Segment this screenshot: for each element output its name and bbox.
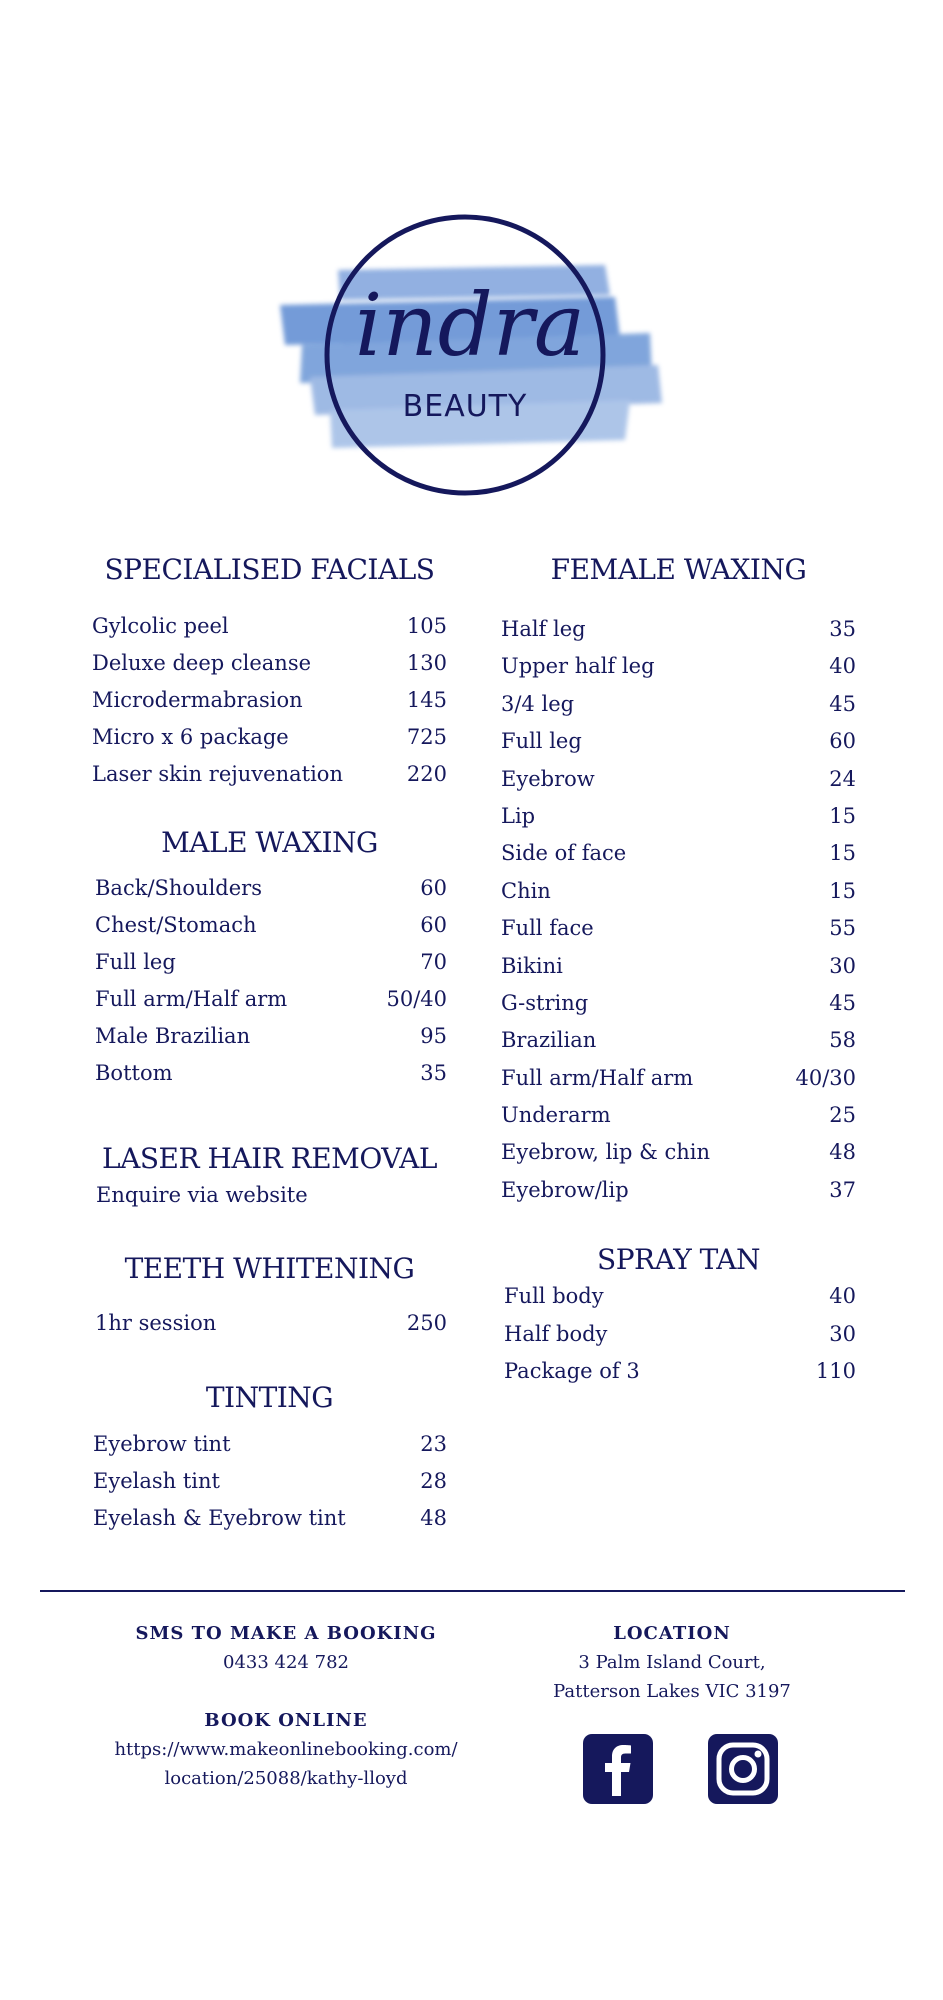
item-price: 45 (829, 691, 856, 716)
item-name: Package of 3 (504, 1359, 640, 1383)
item-name: Microdermabrasion (92, 688, 303, 712)
price-row (504, 1359, 856, 1397)
item-name: Laser skin rejuvenation (92, 762, 343, 786)
section-tinting (92, 1381, 447, 1543)
price-list (92, 614, 447, 799)
item-name: Eyebrow/lip (501, 1177, 629, 1202)
sms-heading: SMS TO MAKE A BOOKING (135, 1623, 437, 1644)
logo-sub-name: BEAUTY (402, 389, 528, 424)
price-row (95, 950, 447, 987)
item-price: 60 (829, 729, 856, 754)
price-list (501, 1284, 856, 1397)
price-row (501, 916, 856, 953)
price-row (504, 1322, 856, 1360)
price-row (501, 1103, 856, 1140)
price-row (501, 654, 856, 691)
price-row (501, 1178, 856, 1215)
section-title: TINTING (205, 1381, 334, 1414)
price-row (501, 804, 856, 841)
item-price: 70 (420, 950, 447, 974)
price-row (92, 614, 447, 651)
item-name: Half body (504, 1321, 608, 1346)
brand-logo (270, 205, 670, 505)
logo-graphic (270, 205, 670, 505)
section-title: SPECIALISED FACIALS (104, 553, 435, 586)
price-row (501, 692, 856, 729)
price-row (95, 1061, 447, 1098)
section-title: TEETH WHITENING (124, 1252, 415, 1285)
item-price: 28 (420, 1469, 447, 1493)
item-price: 95 (420, 1024, 447, 1048)
facebook-icon[interactable] (583, 1734, 653, 1804)
price-row (504, 1284, 856, 1322)
price-row (92, 688, 447, 725)
item-price: 40 (829, 654, 856, 679)
section-laser-hair-removal (92, 1142, 447, 1207)
item-name: Full face (501, 916, 594, 941)
section-title: LASER HAIR REMOVAL (102, 1142, 437, 1175)
location-heading: LOCATION (613, 1623, 731, 1644)
location-block (522, 1619, 822, 1706)
item-name: Eyebrow tint (93, 1432, 231, 1456)
price-row (95, 987, 447, 1024)
item-price: 48 (420, 1506, 447, 1530)
price-row (95, 913, 447, 950)
item-name: Full leg (501, 729, 582, 754)
item-price: 55 (829, 916, 856, 941)
item-price: 60 (420, 876, 447, 900)
item-price: 35 (829, 617, 856, 641)
item-price: 35 (420, 1061, 447, 1085)
online-heading: BOOK ONLINE (204, 1710, 368, 1731)
instagram-icon[interactable] (708, 1734, 778, 1804)
item-price: 145 (406, 688, 447, 712)
item-name: Male Brazilian (95, 1024, 251, 1048)
price-list (92, 1311, 447, 1348)
price-row (93, 1506, 447, 1543)
item-name: Chest/Stomach (95, 913, 257, 937)
item-price: 24 (829, 766, 856, 791)
price-row (501, 991, 856, 1028)
item-name: Micro x 6 package (92, 725, 289, 749)
item-name: Lip (501, 803, 536, 828)
price-row (95, 876, 447, 913)
booking-url-line1[interactable]: https://www.makeonlinebooking.com/ (114, 1739, 458, 1760)
section-title: FEMALE WAXING (550, 553, 807, 586)
item-name: Half leg (501, 617, 586, 641)
item-price: 50/40 (386, 987, 447, 1011)
item-price: 30 (829, 953, 856, 978)
price-row (501, 1140, 856, 1177)
item-price: 23 (420, 1432, 447, 1456)
enquire-note: Enquire via website (96, 1183, 308, 1207)
item-price: 220 (406, 762, 447, 786)
price-row (92, 762, 447, 799)
item-price: 30 (829, 1321, 856, 1346)
item-price: 130 (406, 651, 447, 675)
item-price: 15 (829, 841, 856, 866)
section-title: SPRAY TAN (597, 1243, 760, 1276)
item-price: 58 (829, 1028, 856, 1053)
sms-booking-block (86, 1619, 486, 1677)
section-specialised-facials (92, 553, 447, 799)
item-price: 37 (829, 1177, 856, 1202)
item-name: 3/4 leg (501, 691, 575, 716)
item-name: Eyebrow (501, 766, 595, 791)
item-price: 60 (420, 913, 447, 937)
price-row (501, 1028, 856, 1065)
location-line2: Patterson Lakes VIC 3197 (553, 1681, 791, 1702)
item-name: Chin (501, 878, 551, 903)
item-name: Deluxe deep cleanse (92, 651, 312, 675)
price-row (501, 879, 856, 916)
item-price: 48 (829, 1140, 856, 1165)
item-name: Underarm (501, 1103, 611, 1128)
price-row (501, 617, 856, 654)
item-price: 250 (406, 1311, 447, 1335)
item-price: 25 (829, 1103, 856, 1128)
item-price: 110 (815, 1359, 856, 1383)
item-price: 15 (829, 878, 856, 903)
item-name: Brazilian (501, 1028, 597, 1053)
price-list (92, 876, 447, 1098)
item-price: 40/30 (795, 1065, 856, 1090)
price-row (92, 725, 447, 762)
item-name: G-string (501, 990, 589, 1015)
price-list (92, 1432, 447, 1543)
item-name: Side of face (501, 841, 627, 866)
price-row (95, 1311, 447, 1348)
item-name: Bottom (95, 1061, 173, 1085)
item-name: 1hr session (95, 1311, 217, 1335)
item-name: Full leg (95, 950, 176, 974)
logo-script-name: indra (354, 276, 586, 376)
item-name: Gylcolic peel (92, 614, 229, 638)
item-name: Upper half leg (501, 654, 655, 679)
item-name: Bikini (501, 953, 563, 978)
section-title: MALE WAXING (161, 826, 378, 859)
price-row (93, 1469, 447, 1506)
item-price: 725 (406, 725, 447, 749)
location-line1: 3 Palm Island Court, (578, 1652, 766, 1673)
item-name: Eyelash tint (93, 1469, 220, 1493)
price-row (501, 767, 856, 804)
item-price: 40 (829, 1284, 856, 1308)
item-name: Eyebrow, lip & chin (501, 1140, 711, 1165)
price-row (95, 1024, 447, 1061)
item-name: Full arm/Half arm (501, 1065, 694, 1090)
section-female-waxing (501, 553, 856, 1215)
booking-url-line2[interactable]: location/25088/kathy-lloyd (164, 1768, 408, 1789)
item-price: 45 (829, 990, 856, 1015)
footer-divider (40, 1590, 905, 1592)
item-name: Full body (504, 1284, 604, 1308)
item-price: 15 (829, 803, 856, 828)
online-booking-block (86, 1706, 486, 1793)
price-row (501, 954, 856, 991)
section-male-waxing (92, 826, 447, 1098)
item-name: Eyelash & Eyebrow tint (93, 1506, 346, 1530)
section-spray-tan (501, 1243, 856, 1397)
price-list (501, 617, 856, 1215)
item-name: Full arm/Half arm (95, 987, 288, 1011)
price-row (92, 651, 447, 688)
price-row (501, 841, 856, 878)
price-row (501, 1066, 856, 1103)
item-price: 105 (406, 614, 447, 638)
section-teeth-whitening (92, 1252, 447, 1348)
price-row (93, 1432, 447, 1469)
sms-phone[interactable]: 0433 424 782 (223, 1652, 349, 1673)
price-row (501, 729, 856, 766)
item-name: Back/Shoulders (95, 876, 262, 900)
